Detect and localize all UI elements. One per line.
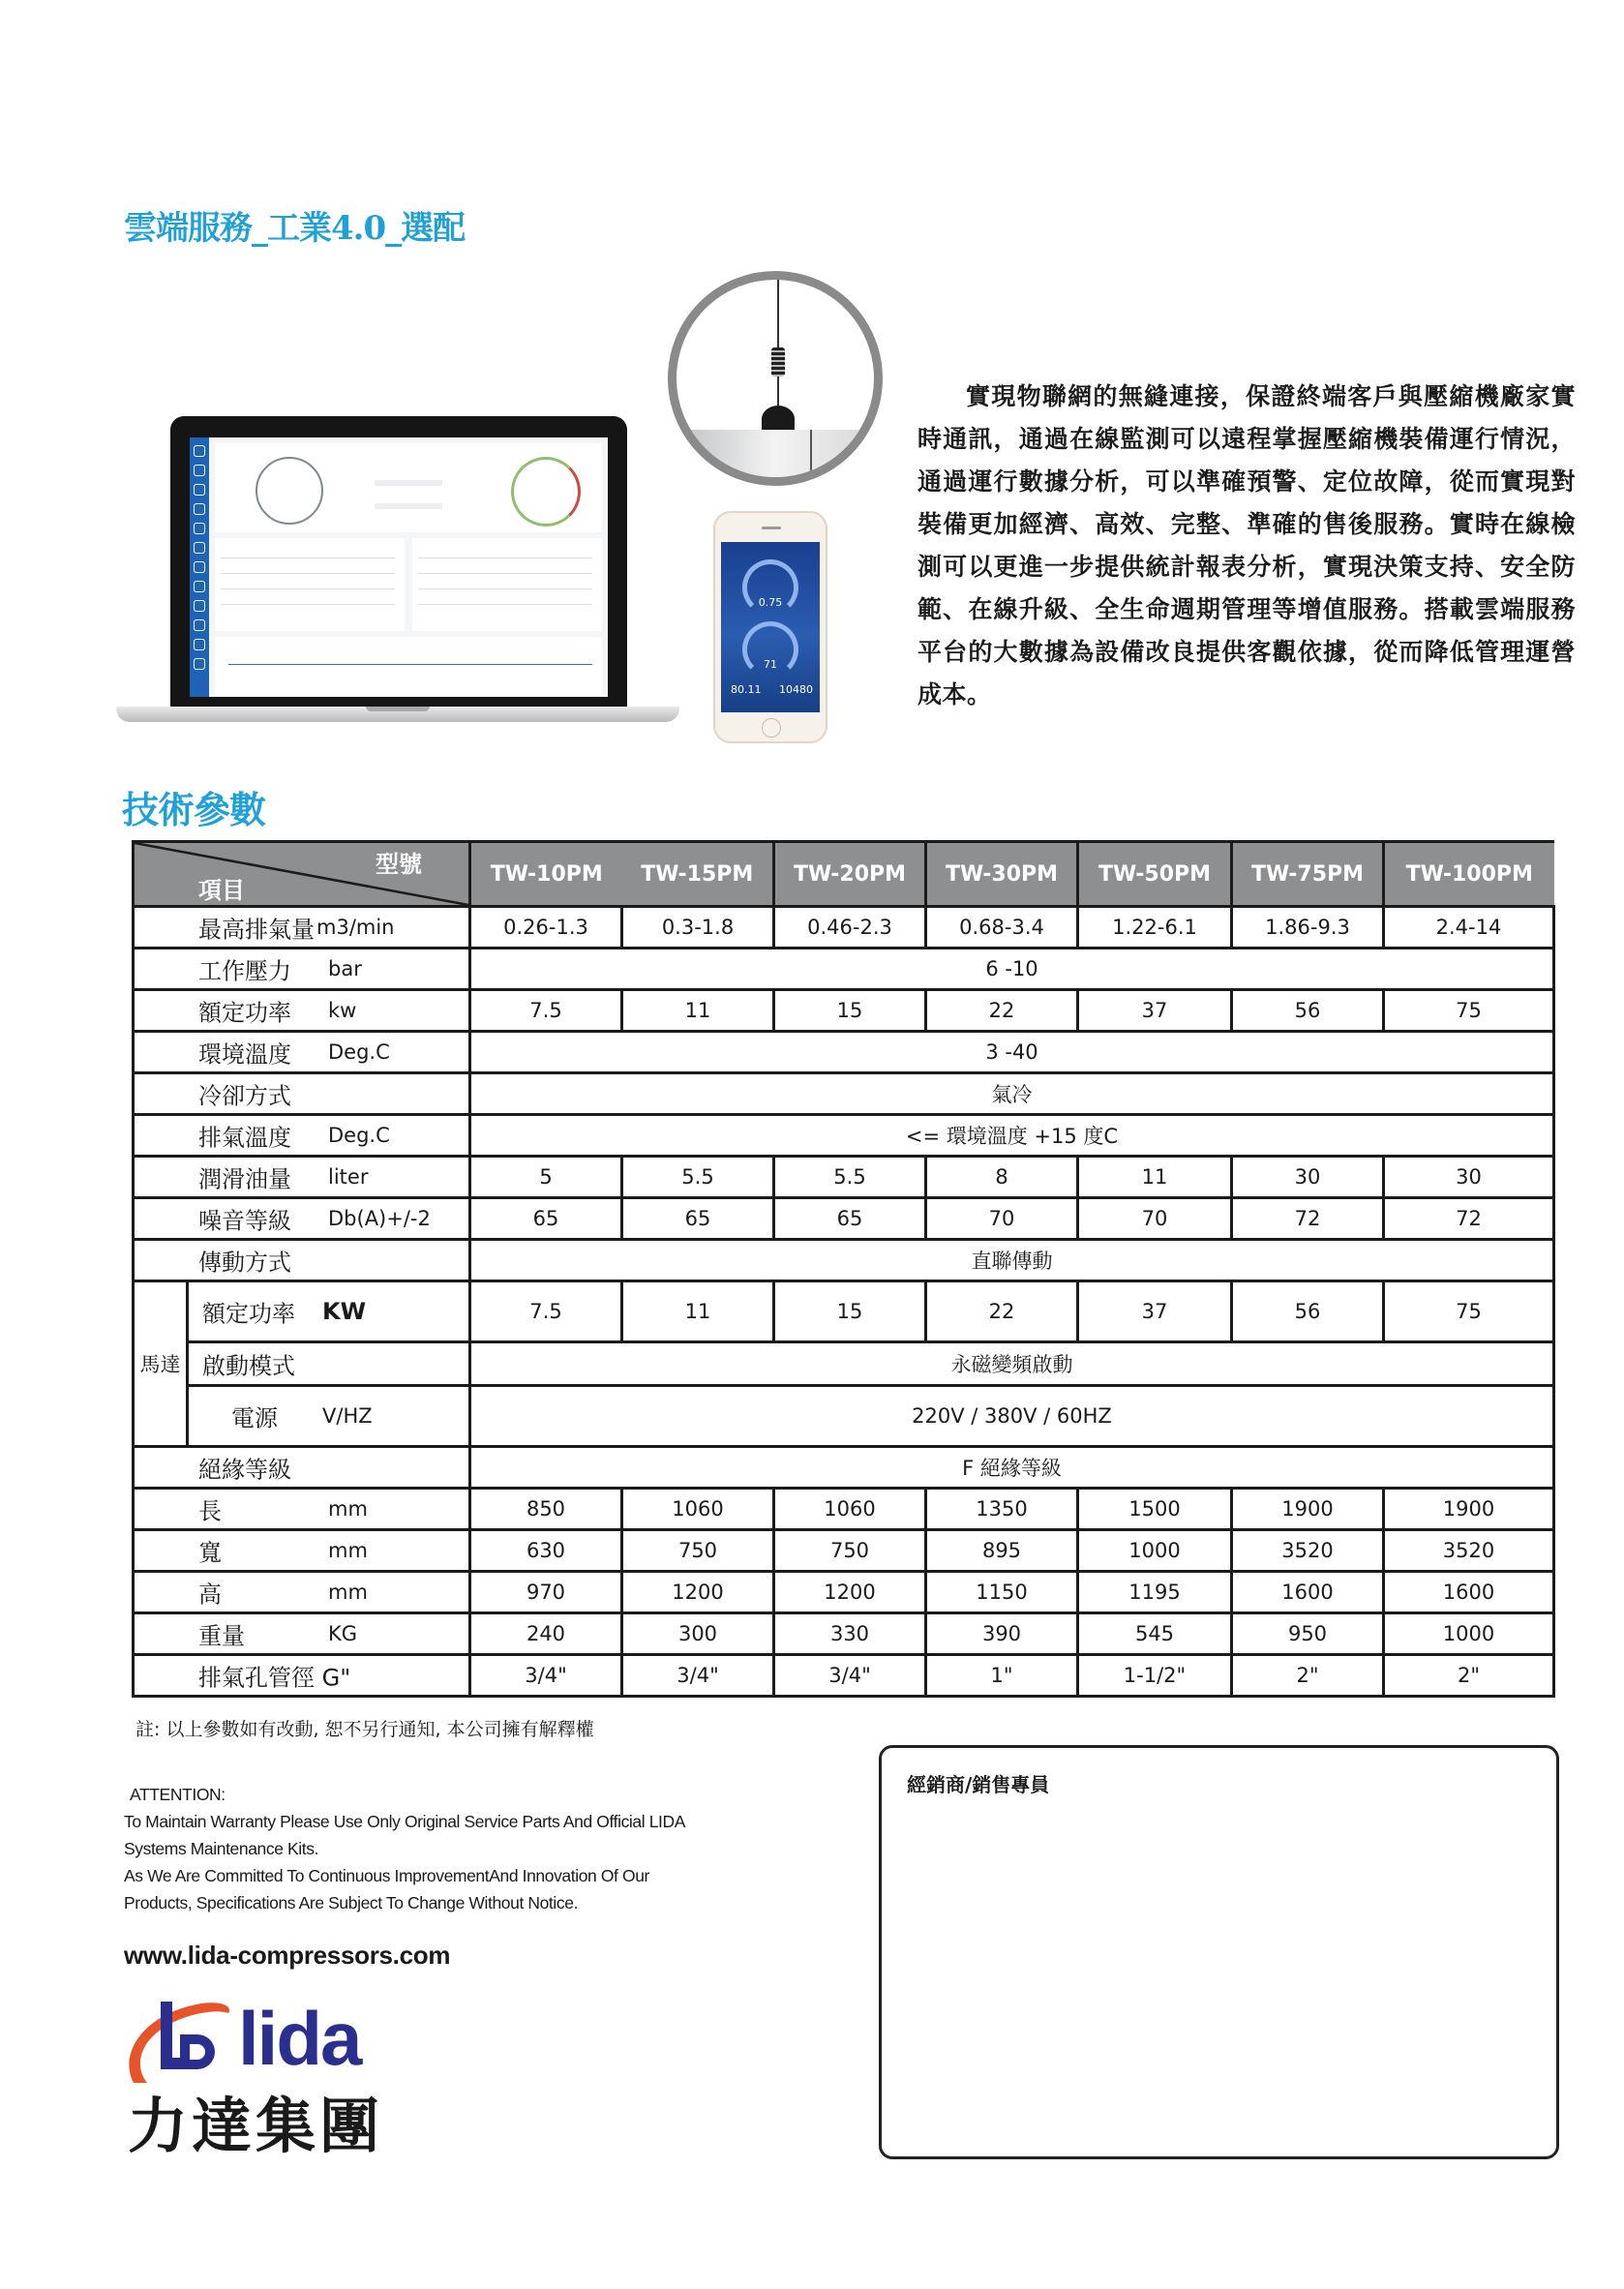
row-label-unit: m3/min (316, 916, 395, 939)
table-cell: 11 (622, 990, 774, 1032)
table-cell: 65 (622, 1198, 774, 1240)
table-cell: 1195 (1078, 1572, 1232, 1613)
table-cell-merged: 6 -10 (470, 949, 1554, 990)
phone-screen (721, 542, 820, 712)
sidebar-icon (194, 523, 205, 534)
row-label (188, 1281, 470, 1342)
table-row-length (134, 1489, 1554, 1530)
website-url[interactable]: www.lida-compressors.com (124, 1941, 451, 1970)
row-label-name: 排氣孔管徑 G" (198, 1664, 351, 1692)
sidebar-icon (194, 658, 205, 670)
table-cell: 37 (1078, 990, 1232, 1032)
logo-wordmark: lida (238, 1996, 361, 2081)
column-header-model: TW-20PM (774, 842, 926, 907)
table-cell: 1900 (1384, 1489, 1554, 1530)
table-cell-merged: 氣冷 (470, 1073, 1554, 1115)
table-cell: 70 (1078, 1198, 1232, 1240)
row-label-name: 電源 (231, 1404, 278, 1432)
table-cell-merged: 3 -40 (470, 1032, 1554, 1073)
table-cell: 390 (926, 1613, 1078, 1655)
phone-home-button (762, 718, 781, 738)
corner-model-label: 型號 (376, 851, 422, 878)
table-cell: 72 (1232, 1198, 1384, 1240)
row-label-name: 冷卻方式 (198, 1082, 291, 1110)
table-cell: 1200 (774, 1572, 926, 1613)
row-label-unit: Db(A)+/-2 (328, 1207, 431, 1230)
temperature-gauge-icon (511, 457, 581, 527)
table-row-rated-power (134, 990, 1554, 1032)
table-cell-merged: 永磁變頻啟動 (470, 1342, 1554, 1386)
divider (221, 588, 395, 589)
row-label-name: 絕緣等級 (198, 1456, 291, 1484)
table-cell: 0.68-3.4 (926, 907, 1078, 949)
table-cell: 8 (926, 1157, 1078, 1198)
row-label-name: 潤滑油量 (198, 1165, 291, 1193)
table-row-motor-start (134, 1342, 1554, 1386)
table-header-row (134, 842, 1554, 907)
table-cell: 5.5 (774, 1157, 926, 1198)
table-row-max-discharge (134, 907, 1554, 949)
row-label-unit: mm (328, 1581, 368, 1604)
progress-bar (375, 503, 442, 509)
table-cell: 1.22-6.1 (1078, 907, 1232, 949)
sidebar-icon (194, 600, 205, 612)
table-cell: 1150 (926, 1572, 1078, 1613)
table-row-ambient-temp (134, 1032, 1554, 1073)
table-cell: 240 (470, 1613, 622, 1655)
row-label (134, 1157, 470, 1198)
table-cell: 65 (774, 1198, 926, 1240)
row-label (134, 1530, 470, 1572)
table-cell: 300 (622, 1613, 774, 1655)
row-label-name: 高 (198, 1581, 222, 1609)
table-cell: 7.5 (470, 990, 622, 1032)
row-label-name: 環境溫度 (198, 1040, 291, 1069)
table-row-height (134, 1572, 1554, 1613)
antenna-base (762, 406, 795, 433)
table-cell: 2" (1384, 1655, 1554, 1697)
table-cell: 1" (926, 1655, 1078, 1697)
antenna-closeup-image (668, 271, 883, 486)
table-cell: 37 (1078, 1281, 1232, 1342)
table-cell: 3/4" (774, 1655, 926, 1697)
column-header-model: TW-100PM (1384, 842, 1554, 907)
divider (221, 573, 395, 574)
phone-gauge1-value: 0.75 (758, 596, 783, 609)
row-label (134, 1613, 470, 1655)
table-cell: 970 (470, 1572, 622, 1613)
row-label (134, 1073, 470, 1115)
divider (221, 604, 395, 605)
table-cell: 11 (622, 1281, 774, 1342)
intro-text (917, 376, 1576, 716)
row-label-unit: mm (328, 1497, 368, 1521)
table-corner-cell (134, 842, 470, 907)
table-cell: 950 (1232, 1613, 1384, 1655)
table-cell: 545 (1078, 1613, 1232, 1655)
table-cell: 0.46-2.3 (774, 907, 926, 949)
table-cell: 56 (1232, 990, 1384, 1032)
table-cell: 72 (1384, 1198, 1554, 1240)
trend-line (228, 664, 592, 665)
sidebar-icon (194, 445, 205, 457)
table-cell: 1200 (622, 1572, 774, 1613)
table-cell: 0.26-1.3 (470, 907, 622, 949)
motor-group-label: 馬達 (134, 1281, 188, 1447)
table-cell: 1.86-9.3 (1232, 907, 1384, 949)
table-cell: 15 (774, 1281, 926, 1342)
phone-stat-right: 10480 (779, 683, 813, 696)
row-label-unit: Deg.C (328, 1124, 390, 1147)
attention-title: ATTENTION: (130, 1785, 226, 1804)
row-label-name: 工作壓力 (198, 957, 291, 985)
phone-stat-left: 80.11 (731, 683, 762, 696)
intro-paragraph: 實現物聯網的無縫連接，保證終端客戶與壓縮機廠家實時通訊，通過在線監測可以遠程掌握壓縮機裝備運行情況，通過運行數據分析，可以準確預警、定位故障，從而實現對裝備更加經濟、高效、完整、準確的售後服務。實時在線檢測可以更進一步提供統計報表分析，實現決策支持、安全防範、在線升級、全生命週期管理等增值服務。搭載雲端服務平台的大數據為設備改良提供客觀依據，從而降低管理運營成本。 (917, 382, 1576, 708)
row-label (134, 1198, 470, 1240)
divider (418, 573, 592, 574)
attention-line: As We Are Committed To Continuous ImprovementAnd Innovation Of Our (124, 1866, 649, 1885)
row-label-unit: bar (328, 957, 362, 980)
table-cell: 5 (470, 1157, 622, 1198)
laptop-screen (190, 437, 608, 697)
section-title-cloud-service: 雲端服務_工業4.0_選配 (124, 209, 466, 248)
table-cell: 70 (926, 1198, 1078, 1240)
dealer-label: 經銷商/銷售專員 (907, 1773, 1050, 1796)
table-cell: 2" (1232, 1655, 1384, 1697)
table-cell: 30 (1232, 1157, 1384, 1198)
table-cell: 1-1/2" (1078, 1655, 1232, 1697)
dashboard-status-panel (215, 538, 405, 631)
table-footnote: 註: 以上參數如有改動, 恕不另行通知, 本公司擁有解釋權 (135, 1719, 594, 1740)
table-cell: 15 (774, 990, 926, 1032)
row-label-name: 排氣溫度 (198, 1124, 291, 1152)
table-cell: 75 (1384, 990, 1554, 1032)
table-cell: 3520 (1232, 1530, 1384, 1572)
table-cell: 5.5 (622, 1157, 774, 1198)
attention-line: To Maintain Warranty Please Use Only Original Service Parts And Official LIDA (124, 1812, 685, 1831)
row-label-name: 額定功率 (202, 1300, 295, 1328)
table-cell: 1900 (1232, 1489, 1384, 1530)
table-cell-merged: 直聯傳動 (470, 1240, 1554, 1281)
pressure-gauge-icon (256, 457, 323, 525)
table-cell: 3/4" (470, 1655, 622, 1697)
row-label (134, 1572, 470, 1613)
row-label (134, 990, 470, 1032)
row-label-name: 長 (198, 1497, 222, 1525)
sidebar-icon (194, 619, 205, 631)
housing-seam (810, 430, 812, 486)
sidebar-icon (194, 561, 205, 573)
sidebar-icon (194, 465, 205, 476)
table-row-motor-supply (134, 1386, 1554, 1447)
divider (221, 557, 395, 558)
phone-app-image (713, 511, 827, 743)
logo-chinese-name: 力達集團 (128, 2091, 384, 2161)
lida-logo-mark-icon (124, 1996, 240, 2089)
table-cell: 330 (774, 1613, 926, 1655)
table-row-motor-power (134, 1281, 1554, 1342)
row-label-name: 噪音等級 (198, 1207, 291, 1235)
attention-notice (124, 1781, 801, 1916)
column-header-model: TW-30PM (926, 842, 1078, 907)
row-label (134, 1115, 470, 1157)
section-title-spec: 技術參數 (122, 788, 266, 831)
column-header-model: TW-15PM (622, 842, 774, 907)
table-cell: 3/4" (622, 1655, 774, 1697)
dealer-info-box (879, 1745, 1559, 2159)
table-cell: 1060 (774, 1489, 926, 1530)
row-label-unit: KG (328, 1622, 358, 1645)
laptop-dashboard-image (116, 407, 679, 740)
table-row-noise (134, 1198, 1554, 1240)
row-label (134, 1655, 470, 1697)
corner-item-label: 項目 (198, 877, 245, 904)
table-cell-merged: 220V / 380V / 60HZ (470, 1386, 1554, 1447)
dashboard-trend-chart (215, 637, 602, 695)
row-label-unit: Deg.C (328, 1040, 390, 1064)
sidebar-icon (194, 503, 205, 515)
table-cell: 750 (774, 1530, 926, 1572)
table-cell: 850 (470, 1489, 622, 1530)
table-cell: 30 (1384, 1157, 1554, 1198)
row-label-name: 額定功率 (198, 999, 291, 1027)
row-label-name: 傳動方式 (198, 1249, 291, 1277)
compressor-housing (677, 430, 874, 486)
divider (418, 557, 592, 558)
row-label-name: 重量 (198, 1622, 245, 1650)
spec-table (132, 840, 1552, 1698)
table-row-width (134, 1530, 1554, 1572)
table-cell: 65 (470, 1198, 622, 1240)
progress-bar (375, 480, 442, 486)
sidebar-icon (194, 581, 205, 592)
column-header-model: TW-10PM (470, 842, 622, 907)
row-label-unit: KW (322, 1298, 367, 1325)
table-cell: 750 (622, 1530, 774, 1572)
row-label-unit: mm (328, 1539, 368, 1562)
table-cell: 22 (926, 990, 1078, 1032)
table-cell: 0.3-1.8 (622, 907, 774, 949)
table-cell: 1350 (926, 1489, 1078, 1530)
divider (418, 588, 592, 589)
table-cell: 11 (1078, 1157, 1232, 1198)
table-cell-merged: <= 環境溫度 +15 度C (470, 1115, 1554, 1157)
row-label (134, 907, 470, 949)
row-label-name: 最高排氣量 (198, 916, 315, 944)
row-label (188, 1342, 470, 1386)
table-cell: 1600 (1232, 1572, 1384, 1613)
table-cell: 1000 (1384, 1613, 1554, 1655)
row-label (134, 949, 470, 990)
dashboard-gauge-panel (215, 443, 602, 532)
row-label-unit: V/HZ (322, 1404, 373, 1428)
row-label (188, 1386, 470, 1447)
row-label-name: 啟動模式 (202, 1352, 295, 1380)
table-cell: 1000 (1078, 1530, 1232, 1572)
table-row-cooling (134, 1073, 1554, 1115)
row-label (134, 1032, 470, 1073)
laptop-lid (170, 416, 627, 707)
company-logo (124, 1996, 395, 2170)
table-cell: 2.4-14 (1384, 907, 1554, 949)
table-row-working-pressure (134, 949, 1554, 990)
attention-line: Systems Maintenance Kits. (124, 1839, 319, 1858)
laptop-notch (366, 707, 430, 711)
table-cell: 1500 (1078, 1489, 1232, 1530)
sidebar-icon (194, 639, 205, 650)
sidebar-icon (194, 484, 205, 496)
table-cell: 630 (470, 1530, 622, 1572)
dashboard-params-panel (412, 538, 602, 631)
table-cell: 7.5 (470, 1281, 622, 1342)
column-header-model: TW-75PM (1232, 842, 1384, 907)
antenna-coil (771, 347, 785, 376)
table-row-insulation (134, 1447, 1554, 1489)
table-row-weight (134, 1613, 1554, 1655)
attention-line: Products, Specifications Are Subject To Change Without Notice. (124, 1893, 579, 1913)
table-cell: 56 (1232, 1281, 1384, 1342)
table-cell: 75 (1384, 1281, 1554, 1342)
row-label (134, 1489, 470, 1530)
table-cell: 1060 (622, 1489, 774, 1530)
row-label-unit: liter (328, 1165, 369, 1189)
table-row-discharge-temp (134, 1115, 1554, 1157)
column-header-model: TW-50PM (1078, 842, 1232, 907)
table-row-lubricant (134, 1157, 1554, 1198)
row-label-unit: kw (328, 999, 357, 1022)
dashboard-sidebar (190, 437, 209, 697)
row-label (134, 1240, 470, 1281)
table-cell: 3520 (1384, 1530, 1554, 1572)
table-cell: 1600 (1384, 1572, 1554, 1613)
row-label-name: 寬 (198, 1539, 222, 1567)
table-cell-merged: F 絕緣等級 (470, 1447, 1554, 1489)
divider (418, 604, 592, 605)
phone-gauge2-value: 71 (764, 658, 777, 671)
table-row-outlet (134, 1655, 1554, 1697)
table-cell: 895 (926, 1530, 1078, 1572)
phone-speaker (762, 527, 781, 529)
table-cell: 22 (926, 1281, 1078, 1342)
sidebar-icon (194, 542, 205, 554)
row-label (134, 1447, 470, 1489)
table-row-drive (134, 1240, 1554, 1281)
